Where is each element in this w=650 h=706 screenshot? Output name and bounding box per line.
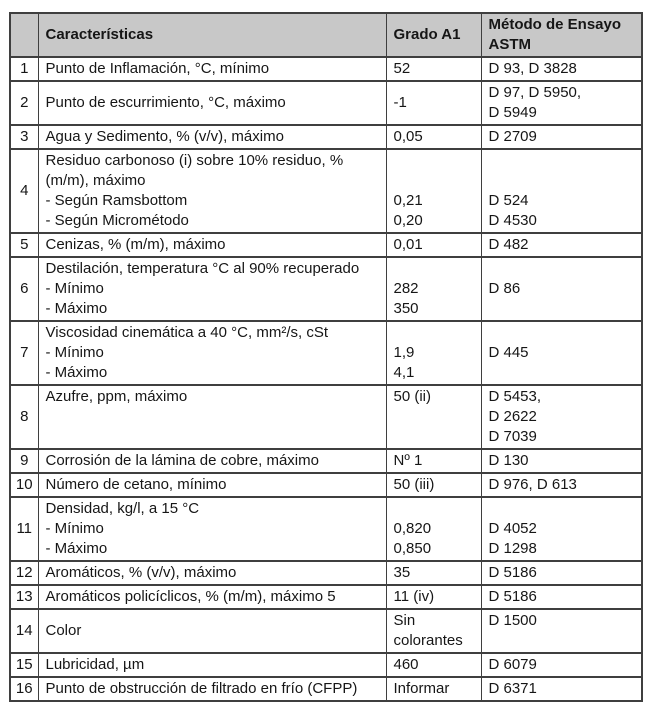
characteristic-cell [38,497,386,561]
astm-method-cell [481,677,642,701]
row-number-cell: 7 [10,321,38,385]
cell-line [394,259,474,279]
astm-method-cell [481,609,642,653]
spec-table [9,12,643,702]
cell-line: D 4052 [488,520,537,537]
astm-method-cell [481,385,642,449]
row-number-cell: 15 [10,653,38,677]
astm-method-cell [481,257,642,321]
cell-line: D 6371 [488,680,537,697]
cell-line [489,299,635,319]
grade-value-cell [386,561,481,585]
table-row [10,609,642,653]
cell-line: 0,20 [393,212,423,229]
cell-line: Sin [393,612,416,629]
cell-line: 0,820 [393,520,432,537]
cell-line: 460 [393,656,419,673]
cell-line: Nº 1 [393,452,423,469]
cell-line: ASTM [488,36,531,53]
cell-line [394,427,474,447]
cell-line [489,259,635,279]
cell-line [489,363,635,383]
cell-line: D 6079 [488,656,537,673]
row-number-cell: 9 [10,449,38,473]
grade-value-cell [386,385,481,449]
row-number-cell: 3 [10,125,38,149]
cell-line [394,499,474,519]
astm-method-cell [481,561,642,585]
row-number-cell: 4 [10,149,38,233]
cell-line: 35 [393,564,411,581]
astm-method-cell [481,449,642,473]
astm-method-cell [481,473,642,497]
row-number-cell: 5 [10,233,38,257]
cell-line: - Máximo [45,364,108,381]
cell-line: Azufre, ppm, máximo [45,388,188,405]
grade-value-cell [386,473,481,497]
cell-line: D 86 [488,280,521,297]
table-row [10,149,642,233]
table-row [10,233,642,257]
cell-line: D 93, D 3828 [488,60,577,77]
cell-line: Método de Ensayo [488,16,622,33]
cell-line: Punto de Inflamación, °C, mínimo [45,60,270,77]
cell-line: 282 [393,280,419,297]
row-number-cell: 2 [10,81,38,125]
cell-line: D 5949 [488,104,537,121]
characteristic-cell [38,449,386,473]
astm-method-cell [481,497,642,561]
table-row [10,585,642,609]
cell-line: Viscosidad cinemática a 40 °C, mm²/s, cSt [45,324,328,341]
cell-line [489,631,635,651]
cell-line: 0,21 [393,192,423,209]
table-row [10,497,642,561]
characteristic-cell [38,385,386,449]
row-number-cell: 8 [10,385,38,449]
astm-method-cell [481,125,642,149]
cell-line: - Según Micrométodo [45,212,189,229]
header-row [10,13,642,57]
table-row [10,653,642,677]
table-row [10,385,642,449]
cell-line [489,171,635,191]
row-number-cell: 13 [10,585,38,609]
row-number-cell: 14 [10,609,38,653]
characteristic-cell [38,585,386,609]
astm-method-cell [481,653,642,677]
cell-line [46,427,379,447]
cell-line: Corrosión de la lámina de cobre, máximo [45,452,319,469]
grade-value-cell [386,149,481,233]
grade-value-cell [386,125,481,149]
cell-line: D 4530 [488,212,537,229]
astm-method-cell [481,57,642,81]
cell-line: Densidad, kg/l, a 15 °C [45,500,200,517]
cell-line: Color [45,622,82,639]
cell-line: D 445 [488,344,529,361]
grade-value-cell [386,321,481,385]
cell-line [46,407,379,427]
characteristic-cell [38,653,386,677]
table-row [10,57,642,81]
cell-line: - Máximo [45,540,108,557]
cell-line: - Máximo [45,300,108,317]
row-number-cell: 10 [10,473,38,497]
cell-line: Aromáticos policíclicos, % (m/m), máximo 5 [45,588,336,605]
table-row [10,125,642,149]
grade-value-cell [386,233,481,257]
cell-line: 52 [393,60,411,77]
cell-line: Características [45,26,154,43]
cell-line [394,407,474,427]
cell-line [394,323,474,343]
astm-method-cell [481,321,642,385]
cell-line: Lubricidad, µm [45,656,145,673]
cell-line: 0,850 [393,540,432,557]
row-number-cell: 16 [10,677,38,701]
cell-line: D 130 [488,452,529,469]
astm-method-cell [481,585,642,609]
grade-value-cell [386,609,481,653]
cell-line [394,171,474,191]
table-row [10,257,642,321]
characteristic-cell [38,677,386,701]
cell-line: Grado A1 [393,26,461,43]
cell-line: 50 (ii) [393,388,432,405]
table-row [10,321,642,385]
table-row [10,449,642,473]
header-cell-metodo-astm [481,13,642,57]
row-number-cell: 12 [10,561,38,585]
cell-line: (m/m), máximo [45,172,146,189]
cell-line: D 482 [488,236,529,253]
characteristic-cell [38,125,386,149]
astm-method-cell [481,233,642,257]
characteristic-cell [38,321,386,385]
header-cell-number [10,13,38,57]
characteristic-cell [38,149,386,233]
cell-line: 1,9 [393,344,415,361]
grade-value-cell [386,497,481,561]
characteristic-cell [38,81,386,125]
characteristic-cell [38,57,386,81]
characteristic-cell [38,257,386,321]
grade-value-cell [386,653,481,677]
cell-line: D 524 [488,192,529,209]
cell-line: D 2709 [488,128,537,145]
characteristic-cell [38,233,386,257]
cell-line: - Mínimo [45,280,104,297]
cell-line: D 7039 [488,428,537,445]
cell-line: D 1500 [488,612,537,629]
cell-line [489,323,635,343]
table-row [10,677,642,701]
cell-line: 50 (iii) [393,476,435,493]
table-row [10,81,642,125]
grade-value-cell [386,677,481,701]
table-row [10,561,642,585]
cell-line: Punto de escurrimiento, °C, máximo [45,94,286,111]
grade-value-cell [386,81,481,125]
cell-line: D 5186 [488,588,537,605]
cell-line [394,151,474,171]
cell-line: 0,05 [393,128,423,145]
cell-line: colorantes [393,632,463,649]
grade-value-cell [386,257,481,321]
cell-line [489,499,635,519]
characteristic-cell [38,473,386,497]
characteristic-cell [38,561,386,585]
row-number-cell: 1 [10,57,38,81]
cell-line: D 97, D 5950, [488,84,582,101]
grade-value-cell [386,57,481,81]
row-number-cell: 6 [10,257,38,321]
header-cell-caracteristicas [38,13,386,57]
cell-line: D 5453, [488,388,542,405]
cell-line [489,151,635,171]
cell-line: D 1298 [488,540,537,557]
cell-line: 11 (iv) [393,588,435,605]
characteristic-cell [38,609,386,653]
cell-line: 4,1 [393,364,415,381]
cell-line: Informar [393,680,450,697]
astm-method-cell [481,149,642,233]
grade-value-cell [386,585,481,609]
cell-line: Cenizas, % (m/m), máximo [45,236,226,253]
cell-line: - Según Ramsbottom [45,192,188,209]
cell-line: - Mínimo [45,344,104,361]
cell-line: Destilación, temperatura °C al 90% recuperado [45,260,360,277]
cell-line: 0,01 [393,236,423,253]
table-body [10,57,642,701]
cell-line: 350 [393,300,419,317]
grade-value-cell [386,449,481,473]
cell-line: Aromáticos, % (v/v), máximo [45,564,237,581]
table-header [10,13,642,57]
cell-line: Agua y Sedimento, % (v/v), máximo [45,128,284,145]
cell-line: -1 [393,94,407,111]
cell-line: D 5186 [488,564,537,581]
cell-line: Número de cetano, mínimo [45,476,227,493]
cell-line: - Mínimo [45,520,104,537]
cell-line: D 976, D 613 [488,476,577,493]
cell-line: Residuo carbonoso (i) sobre 10% residuo, % [45,152,344,169]
astm-method-cell [481,81,642,125]
table-row [10,473,642,497]
row-number-cell: 11 [10,497,38,561]
cell-line: Punto de obstrucción de filtrado en frío (CFPP) [45,680,358,697]
cell-line [13,25,36,45]
header-cell-grado-a1 [386,13,481,57]
cell-line: D 2622 [488,408,537,425]
